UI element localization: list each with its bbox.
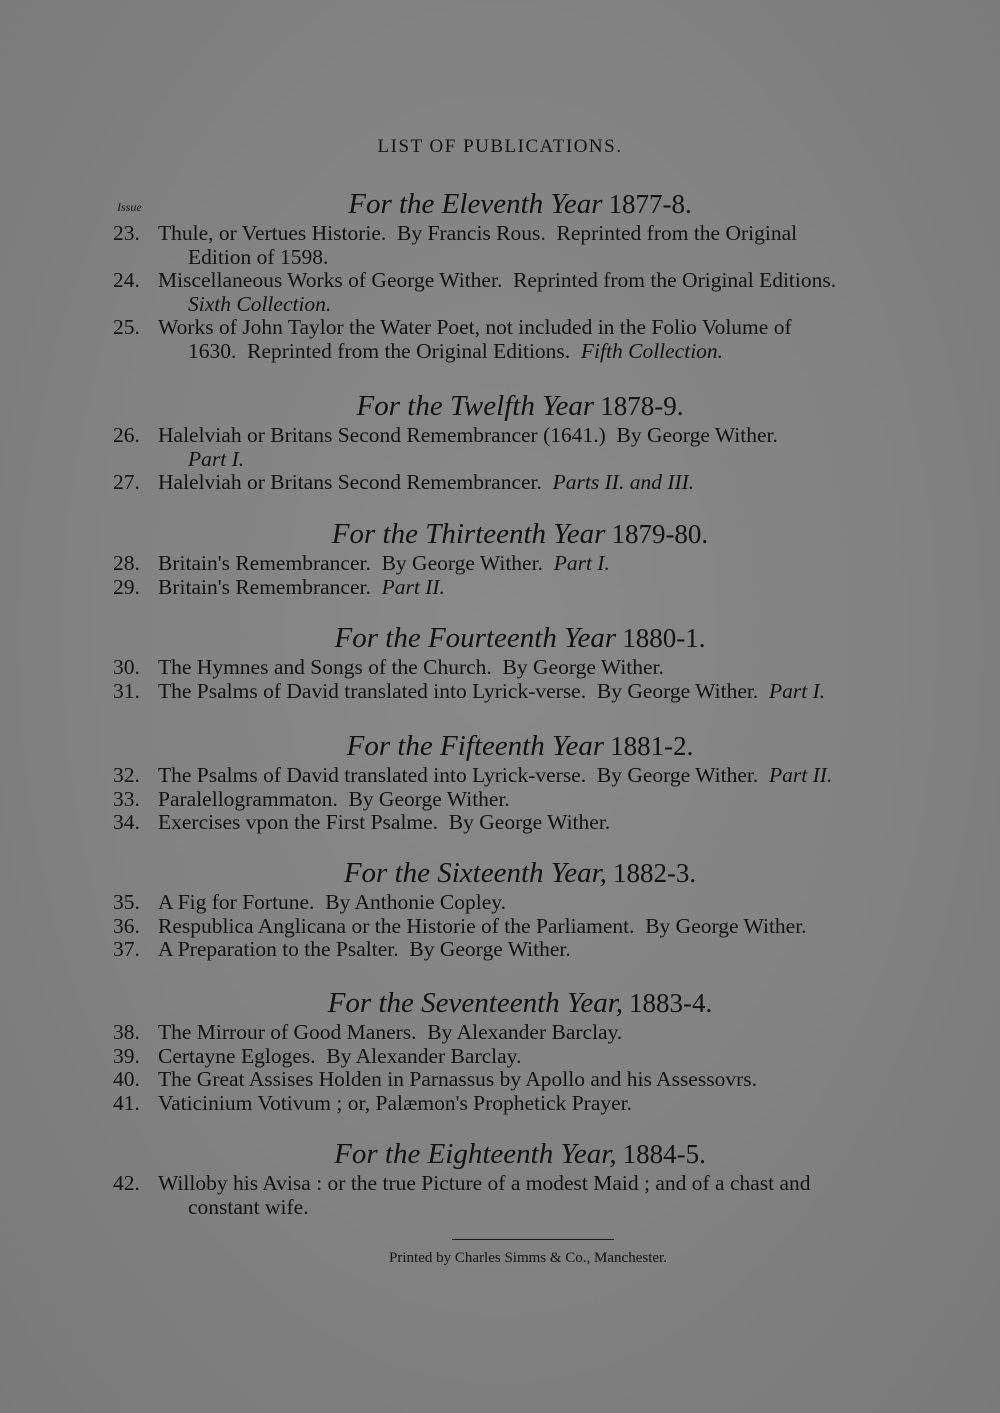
entry-title: The Great Assises Holden in Parnassus by Apollo and his Assessovrs. <box>158 1067 757 1091</box>
entry-part-note: Parts II. and III. <box>552 470 695 494</box>
issue-number: 37. <box>113 937 140 961</box>
year-section <box>0 855 1000 962</box>
entry-list <box>0 1172 1000 1219</box>
entry-title: The Psalms of David translated into Lyrick-verse. By George Wither. <box>158 678 769 703</box>
entry-title: Vaticinium Votivum ; or, Palæmon's Prophetick Prayer. <box>158 1090 633 1115</box>
issue-number: 38. <box>113 1020 140 1044</box>
entry-collection-note: Sixth Collection. <box>188 291 332 316</box>
list-item <box>0 1068 1000 1092</box>
year-section <box>0 1136 1000 1219</box>
issue-number: 31. <box>113 678 140 703</box>
year-section <box>0 186 1000 363</box>
entry-continuation-text: Edition of 1598. <box>188 244 329 269</box>
year-section <box>0 728 1000 835</box>
entry-collection-note: Part I. <box>188 446 245 471</box>
section-heading-text: For the Eighteenth Year, <box>334 1138 617 1170</box>
list-item <box>0 424 1000 471</box>
section-heading-year: 1884-5. <box>622 1139 706 1169</box>
list-item <box>0 552 1000 576</box>
issue-number: 24. <box>113 268 140 292</box>
issue-number: 34. <box>113 810 140 834</box>
entry-list <box>0 764 1000 835</box>
entry-title: Respublica Anglicana or the Historie of the Parliament. By George Wither. <box>158 913 807 938</box>
issue-number: 26. <box>113 423 140 447</box>
section-heading <box>0 186 1000 222</box>
entry-list <box>0 424 1000 495</box>
list-item <box>0 269 1000 316</box>
entry-title: The Hymnes and Songs of the Church. By George Wither. <box>158 655 664 679</box>
section-heading-text: For the Fourteenth Year <box>334 622 617 654</box>
entry-title: Miscellaneous Works of George Wither. Reprinted from the Original Editions. <box>158 268 837 292</box>
section-heading-year: 1879-80. <box>611 519 709 549</box>
entry-part-note: Part I. <box>768 678 826 703</box>
section-heading-year: 1881-2. <box>610 731 694 761</box>
section-heading <box>0 985 1000 1021</box>
section-heading-text: For the Eleventh Year <box>348 188 603 220</box>
section-heading-year: 1882-3. <box>612 858 697 888</box>
list-item <box>0 891 1000 915</box>
entry-list <box>0 1021 1000 1115</box>
entry-title: A Fig for Fortune. By Anthonie Copley. <box>158 890 506 914</box>
entry-title: Thule, or Vertues Historie. By Francis Rous. Reprinted from the Original <box>158 221 798 245</box>
entry-title: Exercises vpon the First Psalme. By George Wither. <box>158 810 611 834</box>
section-heading-year: 1877-8. <box>608 189 692 219</box>
section-heading-text: For the Fifteenth Year <box>346 730 605 762</box>
entry-title: Halelviah or Britans Second Remembrancer. <box>158 470 553 494</box>
issue-number: 32. <box>113 763 140 787</box>
list-item <box>0 222 1000 269</box>
entry-title: A Preparation to the Psalter. By George Wither. <box>158 937 571 961</box>
section-heading-text: For the Twelfth Year <box>356 390 595 422</box>
year-section <box>0 388 1000 495</box>
list-item <box>0 1045 1000 1069</box>
section-heading <box>0 620 1000 656</box>
section-heading <box>0 1136 1000 1172</box>
list-item <box>0 788 1000 812</box>
list-item <box>0 680 1000 704</box>
entry-continuation-text: constant wife. <box>188 1194 309 1219</box>
issue-number: 25. <box>113 315 140 339</box>
list-item <box>0 576 1000 600</box>
section-heading-text: For the Thirteenth Year <box>331 518 606 550</box>
year-section <box>0 620 1000 703</box>
section-heading-year: 1880-1. <box>622 623 706 653</box>
issue-number: 41. <box>113 1090 140 1115</box>
section-heading-text: For the Seventeenth Year, <box>327 987 624 1019</box>
section-heading <box>0 388 1000 424</box>
list-item <box>0 811 1000 835</box>
list-item <box>0 656 1000 680</box>
entry-list <box>0 891 1000 962</box>
list-item <box>0 1172 1000 1219</box>
issue-number: 30. <box>113 655 140 679</box>
section-heading <box>0 855 1000 891</box>
list-item <box>0 915 1000 939</box>
issue-number: 29. <box>113 574 140 599</box>
section-heading-text: For the Sixteenth Year, <box>343 857 607 889</box>
entry-title: Paralellogrammaton. By George Wither. <box>158 786 510 811</box>
entry-title: The Psalms of David translated into Lyrick-verse. By George Wither. <box>158 763 769 787</box>
issue-number: 27. <box>113 470 140 494</box>
entry-list <box>0 222 1000 363</box>
entry-continuation <box>158 246 936 270</box>
entry-title: Works of John Taylor the Water Poet, not included in the Folio Volume of <box>158 315 792 339</box>
entry-part-note: Part I. <box>553 551 610 575</box>
entry-list <box>0 552 1000 599</box>
entry-part-note: Part II. <box>381 574 445 599</box>
issue-number: 36. <box>113 913 140 938</box>
entry-title: Britain's Remembrancer. By George Wither. <box>158 551 554 575</box>
printer-imprint: Printed by Charles Simms & Co., Manchester. <box>389 1250 667 1266</box>
running-head: LIST OF PUBLICATIONS. <box>377 136 623 157</box>
entry-title: The Mirrour of Good Maners. By Alexander Barclay. <box>158 1020 623 1044</box>
section-heading <box>0 516 1000 552</box>
entry-continuation <box>158 293 936 317</box>
entry-continuation <box>158 448 936 472</box>
list-item <box>0 471 1000 495</box>
list-item <box>0 764 1000 788</box>
entry-title: Halelviah or Britans Second Remembrancer (1641.) By George Wither. <box>158 423 778 447</box>
list-item <box>0 1092 1000 1116</box>
issue-number: 35. <box>113 890 140 914</box>
issue-number: 40. <box>113 1067 140 1091</box>
entry-continuation <box>158 340 936 364</box>
list-item <box>0 316 1000 363</box>
year-section <box>0 516 1000 599</box>
issue-column-label: Issue <box>117 200 142 214</box>
entry-continuation-text: 1630. Reprinted from the Original Editions. <box>188 338 581 363</box>
issue-number: 39. <box>113 1043 140 1068</box>
entry-part-note: Part II. <box>768 763 833 787</box>
entry-title: Certayne Egloges. By Alexander Barclay. <box>158 1043 522 1068</box>
section-heading <box>0 728 1000 764</box>
entry-title: Willoby his Avisa : or the true Picture of a modest Maid ; and of a chast and <box>158 1171 811 1195</box>
issue-number: 28. <box>113 551 140 575</box>
footer-rule <box>452 1239 614 1240</box>
issue-number: 33. <box>113 786 140 811</box>
year-section <box>0 985 1000 1115</box>
section-heading-year: 1883-4. <box>629 988 713 1018</box>
entry-list <box>0 656 1000 703</box>
entry-continuation <box>158 1196 936 1220</box>
entry-collection-note: Fifth Collection. <box>580 338 724 363</box>
section-heading-year: 1878-9. <box>600 391 684 421</box>
list-item <box>0 1021 1000 1045</box>
entry-title: Britain's Remembrancer. <box>158 574 382 599</box>
issue-number: 23. <box>113 221 140 245</box>
issue-number: 42. <box>113 1171 140 1195</box>
list-item <box>0 938 1000 962</box>
